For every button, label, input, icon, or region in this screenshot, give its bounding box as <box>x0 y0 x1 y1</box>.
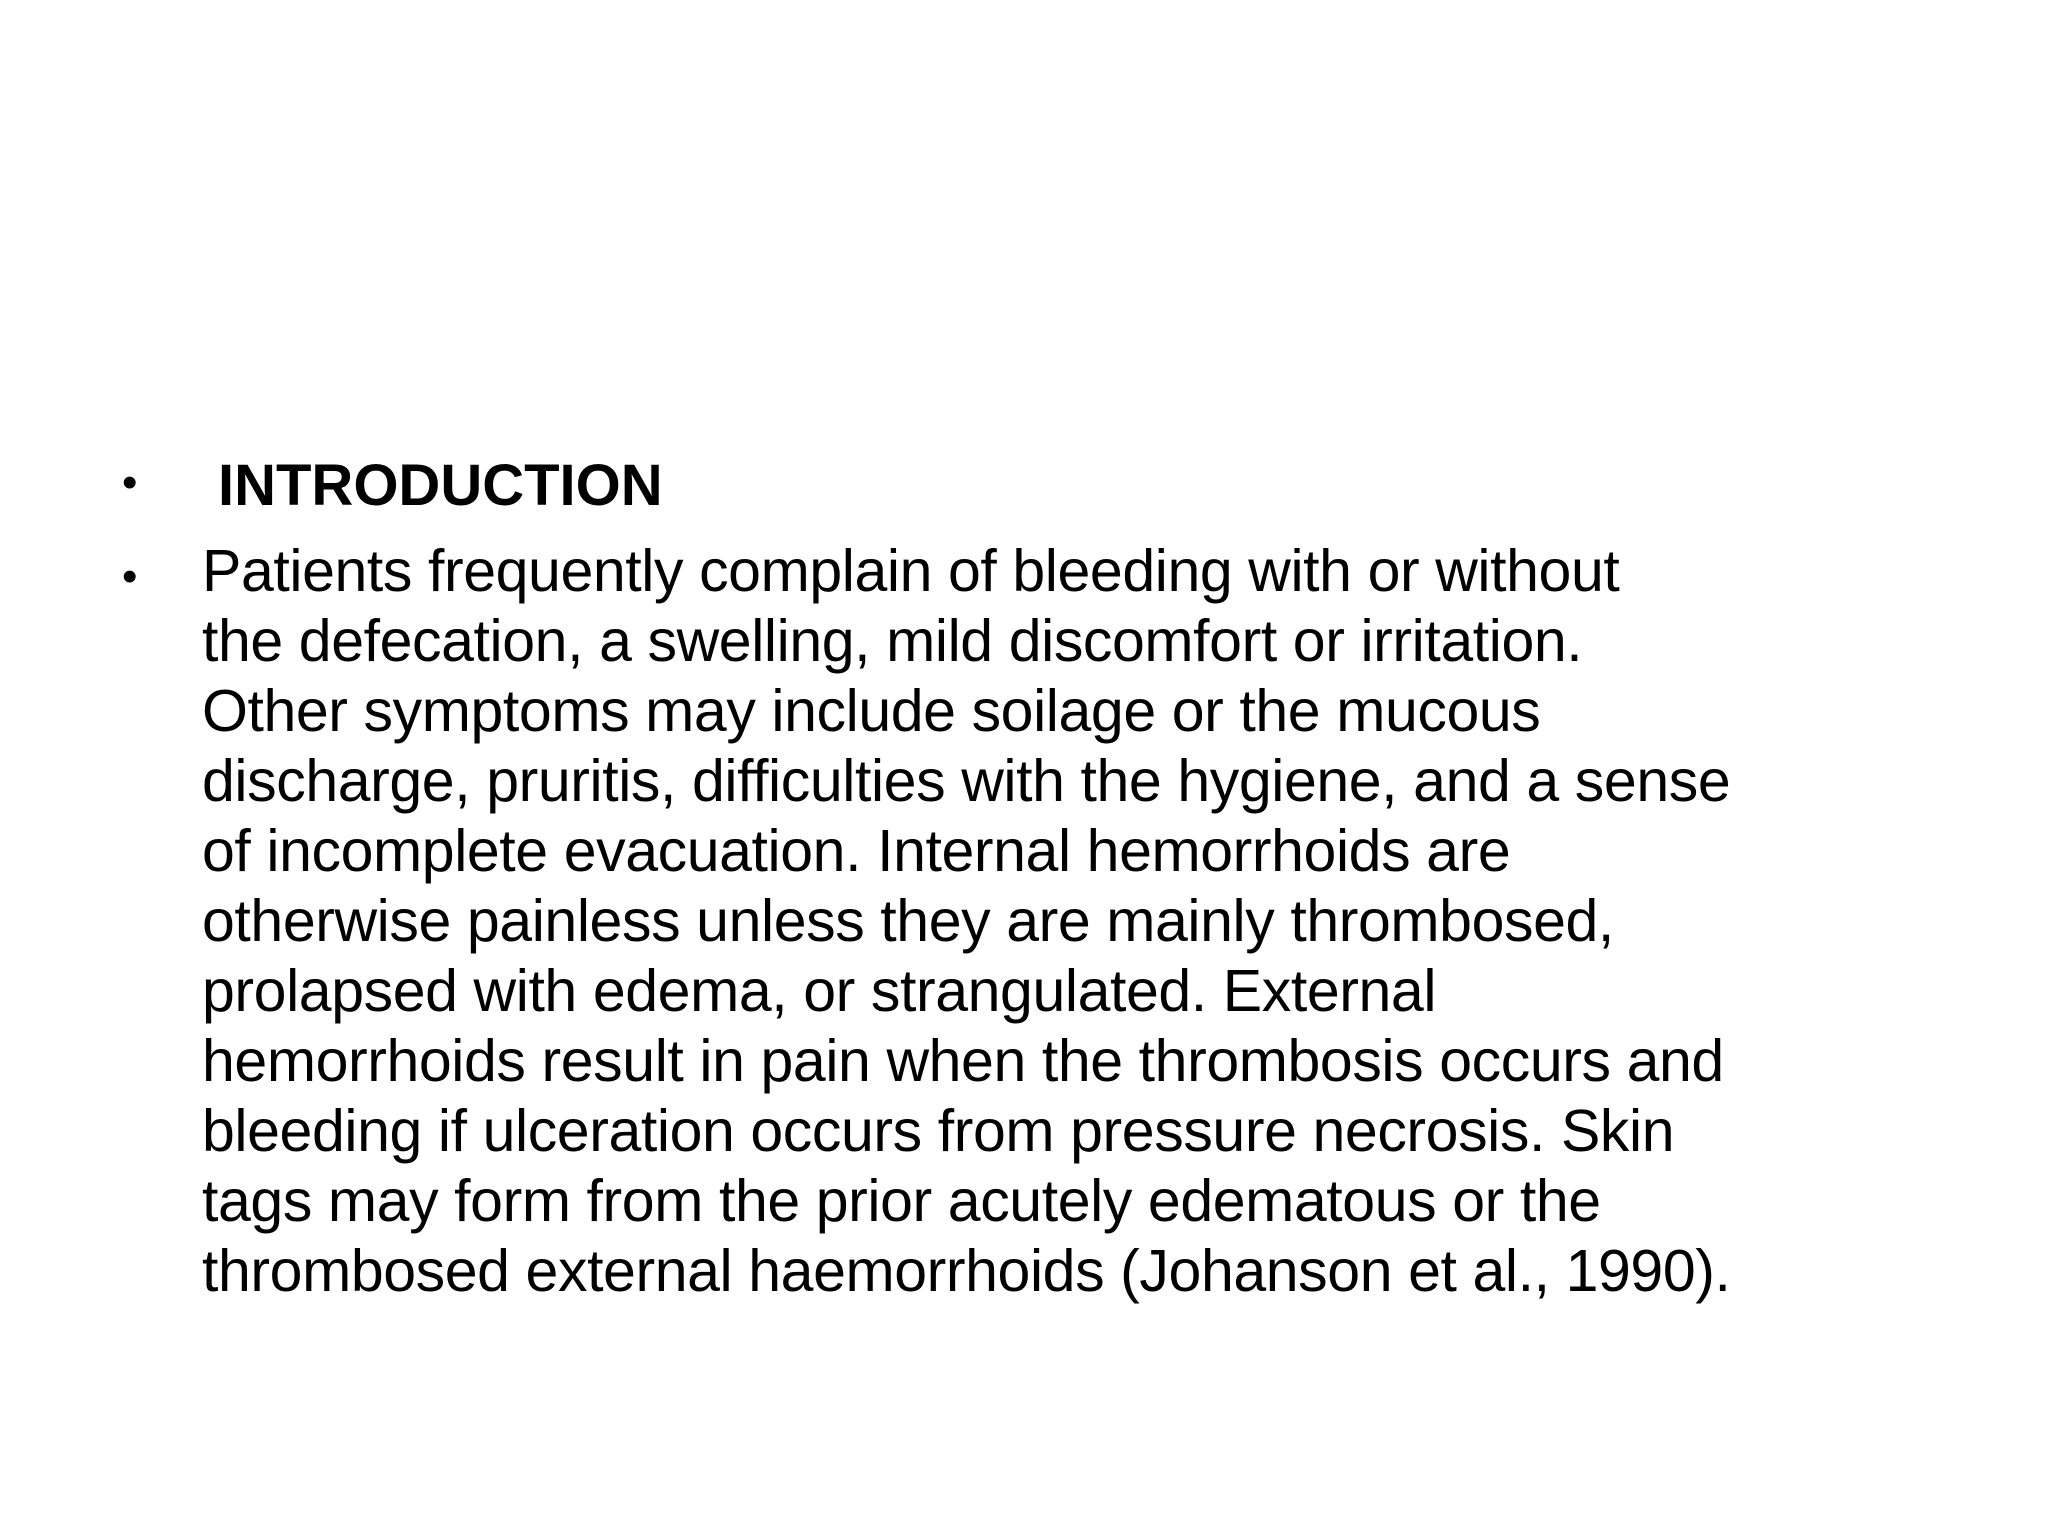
slide-content <box>120 452 1960 1306</box>
heading-bullet-item <box>120 452 1960 536</box>
paragraph-line: prolapsed with edema, or strangulated. External <box>202 958 1437 1024</box>
paragraph-line: Other symptoms may include soilage or the mucous <box>202 678 1541 744</box>
section-heading: INTRODUCTION <box>218 453 663 518</box>
paragraph-line: the defecation, a swelling, mild discomfort or irritation. <box>202 608 1583 674</box>
paragraph-line: thrombosed external haemorrhoids (Johanson et al., 1990). <box>202 1238 1731 1304</box>
bullet-icon: • <box>122 458 138 507</box>
paragraph-line: bleeding if ulceration occurs from pressure necrosis. Skin <box>202 1098 1675 1164</box>
paragraph-text <box>202 536 1960 1306</box>
paragraph-line: hemorrhoids result in pain when the thrombosis occurs and <box>202 1028 1724 1094</box>
paragraph-line: otherwise painless unless they are mainly thrombosed, <box>202 888 1614 954</box>
bullet-icon: • <box>122 552 138 601</box>
paragraph-line: of incomplete evacuation. Internal hemorrhoids are <box>202 818 1511 884</box>
paragraph-line: discharge, pruritis, difficulties with the hygiene, and a sense <box>202 748 1731 814</box>
paragraph-bullet-item <box>120 536 1960 1306</box>
paragraph-line: Patients frequently complain of bleeding with or without <box>202 538 1620 604</box>
paragraph-line: tags may form from the prior acutely edematous or the <box>202 1168 1601 1234</box>
